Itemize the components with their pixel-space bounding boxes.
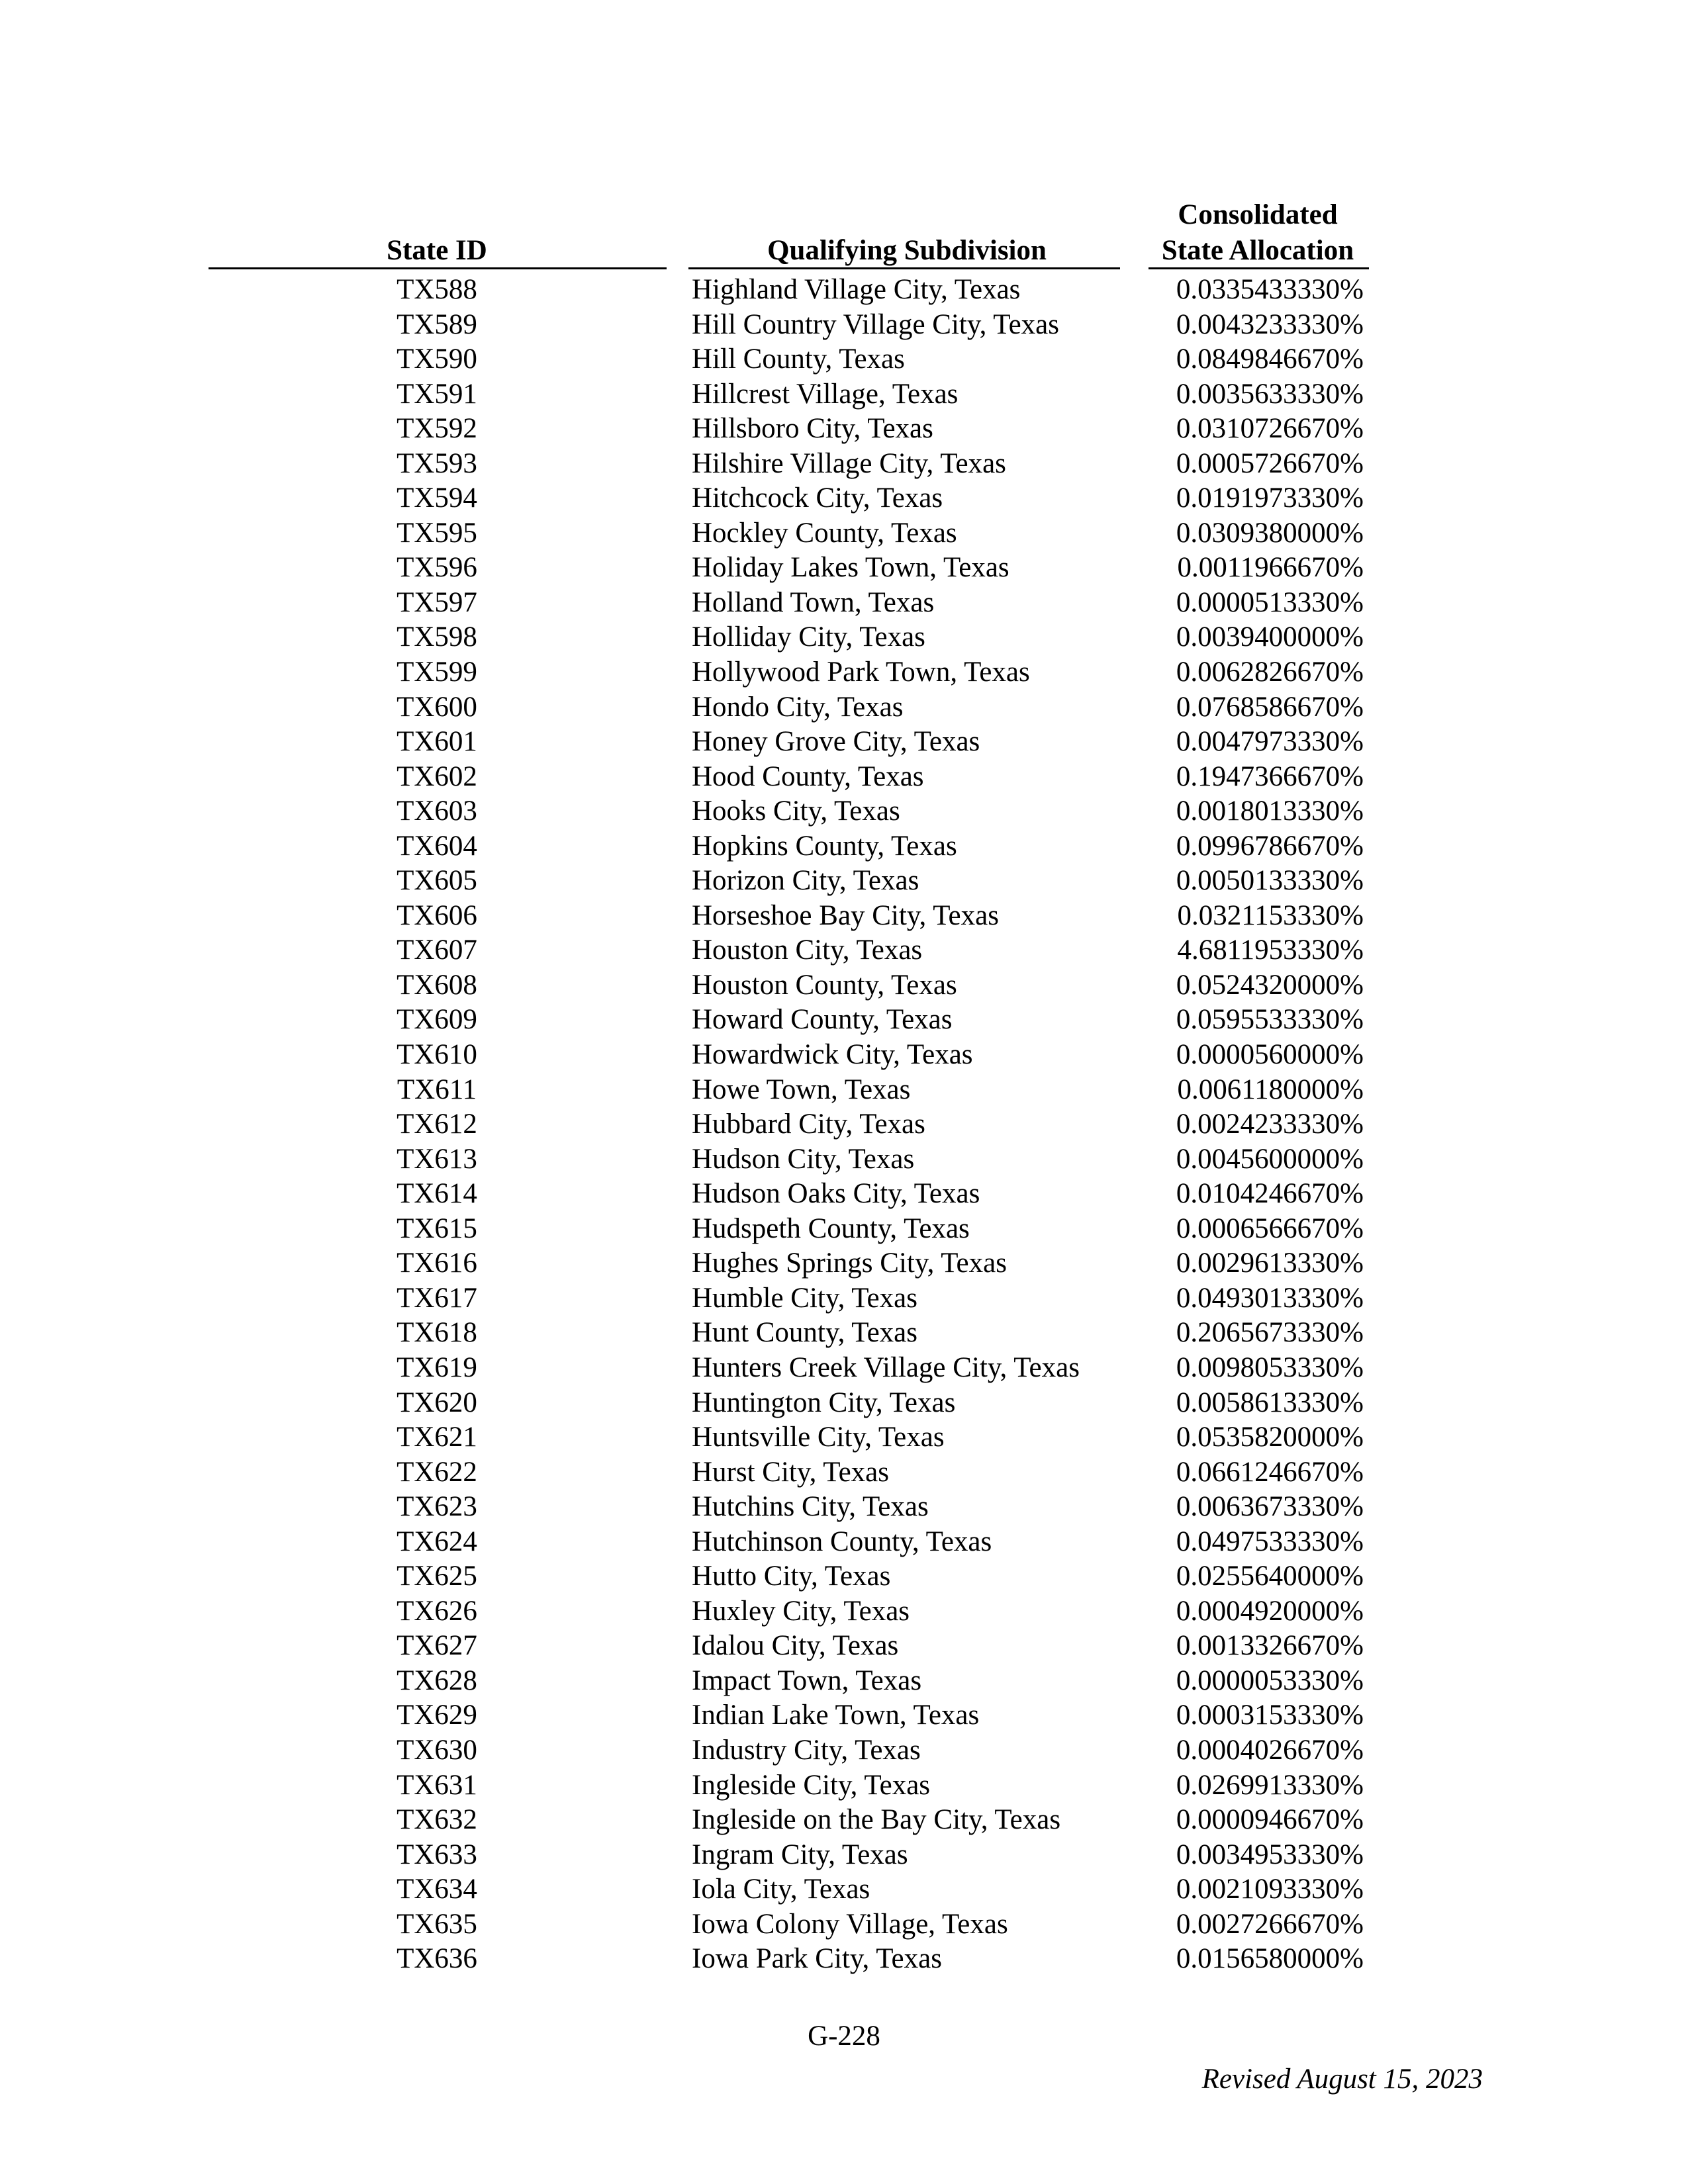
table-row <box>0 586 1688 621</box>
state-id-cell: TX608 <box>397 969 477 1001</box>
allocation-cell: 0.0043233330% <box>1176 308 1364 340</box>
allocation-header-line1: Consolidated <box>1178 199 1338 230</box>
state-id-cell: TX617 <box>397 1282 477 1314</box>
subdivision-cell: Hooks City, Texas <box>692 796 900 827</box>
table-row <box>0 1281 1688 1316</box>
subdivision-cell: Hillsboro City, Texas <box>692 413 933 445</box>
state-id-cell: TX624 <box>397 1525 477 1557</box>
allocation-cell: 4.6811953330% <box>1177 934 1364 966</box>
subdivision-cell: Holliday City, Texas <box>692 621 925 653</box>
subdivision-cell: Hurst City, Texas <box>692 1456 889 1488</box>
table-row <box>0 481 1688 516</box>
subdivision-cell: Ingram City, Texas <box>692 1839 908 1870</box>
table-row <box>0 1733 1688 1768</box>
state-id-cell: TX615 <box>397 1212 477 1244</box>
allocation-cell: 0.0849846670% <box>1176 343 1364 375</box>
table-row <box>0 1073 1688 1108</box>
table-row <box>0 1525 1688 1560</box>
allocation-cell: 0.0335433330% <box>1176 274 1364 305</box>
allocation-cell: 0.0191973330% <box>1176 482 1364 514</box>
allocation-cell: 0.0027266670% <box>1176 1908 1364 1940</box>
state-id-cell: TX613 <box>397 1143 477 1175</box>
state-id-cell: TX594 <box>397 482 477 514</box>
allocation-table-body <box>0 273 1688 1977</box>
state-id-cell: TX600 <box>397 691 477 723</box>
allocation-cell: 0.0003153330% <box>1176 1700 1364 1731</box>
table-row <box>0 1212 1688 1247</box>
table-row <box>0 864 1688 899</box>
subdivision-cell: Humble City, Texas <box>692 1282 917 1314</box>
subdivision-cell: Hill County, Texas <box>692 343 905 375</box>
allocation-cell: 0.0021093330% <box>1176 1874 1364 1905</box>
allocation-cell: 0.0255640000% <box>1176 1561 1364 1592</box>
table-row <box>0 1003 1688 1038</box>
state-id-cell: TX618 <box>397 1317 477 1349</box>
state-id-cell: TX606 <box>397 899 477 931</box>
allocation-cell: 0.0000560000% <box>1176 1039 1364 1071</box>
subdivision-cell: Indian Lake Town, Texas <box>692 1700 980 1731</box>
table-row <box>0 899 1688 934</box>
table-row <box>0 829 1688 864</box>
state-id-cell: TX621 <box>397 1422 477 1453</box>
state-id-cell: TX604 <box>397 830 477 862</box>
state-id-cell: TX609 <box>397 1004 477 1036</box>
state-id-cell: TX588 <box>397 274 477 305</box>
subdivision-cell: Hondo City, Texas <box>692 691 904 723</box>
allocation-cell: 0.0011966670% <box>1177 552 1364 584</box>
table-row <box>0 412 1688 447</box>
table-row <box>0 1907 1688 1942</box>
state-id-cell: TX627 <box>397 1630 477 1662</box>
subdivision-cell: Iowa Colony Village, Texas <box>692 1908 1008 1940</box>
subdivision-cell: Huntington City, Texas <box>692 1387 956 1418</box>
subdivision-cell: Hutchins City, Texas <box>692 1491 929 1523</box>
state-id-cell: TX610 <box>397 1039 477 1071</box>
allocation-cell: 0.0029613330% <box>1176 1248 1364 1279</box>
subdivision-cell: Idalou City, Texas <box>692 1630 899 1662</box>
table-row <box>0 1490 1688 1525</box>
state-id-cell: TX590 <box>397 343 477 375</box>
subdivision-cell: Hitchcock City, Texas <box>692 482 943 514</box>
allocation-cell: 0.0524320000% <box>1176 969 1364 1001</box>
allocation-cell: 0.0050133330% <box>1176 865 1364 897</box>
subdivision-cell: Highland Village City, Texas <box>692 274 1021 305</box>
allocation-cell: 0.0004920000% <box>1176 1595 1364 1627</box>
subdivision-cell: Holland Town, Texas <box>692 586 935 618</box>
subdivision-cell: Hudspeth County, Texas <box>692 1212 970 1244</box>
table-row <box>0 1420 1688 1455</box>
subdivision-cell: Hunt County, Texas <box>692 1317 917 1349</box>
table-row <box>0 377 1688 412</box>
subdivision-cell: Ingleside on the Bay City, Texas <box>692 1804 1061 1836</box>
table-row <box>0 1768 1688 1803</box>
state-id-cell: TX628 <box>397 1664 477 1696</box>
table-row <box>0 1386 1688 1421</box>
table-row <box>0 1664 1688 1699</box>
allocation-cell: 0.0661246670% <box>1176 1456 1364 1488</box>
state-id-cell: TX633 <box>397 1839 477 1870</box>
allocation-cell: 0.0061180000% <box>1177 1073 1364 1105</box>
state-id-cell: TX592 <box>397 413 477 445</box>
allocation-cell: 0.0045600000% <box>1176 1143 1364 1175</box>
allocation-cell: 0.0000513330% <box>1176 586 1364 618</box>
table-row <box>0 516 1688 551</box>
allocation-cell: 0.0309380000% <box>1176 517 1364 549</box>
revision-date: Revised August 15, 2023 <box>1201 2064 1483 2095</box>
allocation-cell: 0.0034953330% <box>1176 1839 1364 1870</box>
allocation-cell: 0.0497533330% <box>1176 1525 1364 1557</box>
state-id-cell: TX636 <box>397 1943 477 1975</box>
subdivision-cell: Hutto City, Texas <box>692 1561 891 1592</box>
allocation-cell: 0.0595533330% <box>1176 1004 1364 1036</box>
allocation-cell: 0.1947366670% <box>1176 760 1364 792</box>
subdivision-cell: Hudson City, Texas <box>692 1143 915 1175</box>
allocation-cell: 0.0000946670% <box>1176 1804 1364 1836</box>
subdivision-cell: Hudson Oaks City, Texas <box>692 1178 980 1210</box>
state-id-cell: TX602 <box>397 760 477 792</box>
table-row <box>0 1316 1688 1351</box>
allocation-cell: 0.0035633330% <box>1176 378 1364 410</box>
state-id-cell: TX619 <box>397 1351 477 1383</box>
table-row <box>0 933 1688 968</box>
state-id-cell: TX623 <box>397 1491 477 1523</box>
state-id-cell: TX620 <box>397 1387 477 1418</box>
subdivision-cell: Howe Town, Texas <box>692 1073 911 1105</box>
subdivision-cell: Hunters Creek Village City, Texas <box>692 1351 1080 1383</box>
subdivision-cell: Hill Country Village City, Texas <box>692 308 1059 340</box>
table-row <box>0 273 1688 308</box>
table-row <box>0 1177 1688 1212</box>
allocation-cell: 0.0006566670% <box>1176 1212 1364 1244</box>
state-id-cell: TX601 <box>397 726 477 758</box>
table-row <box>0 447 1688 482</box>
table-row <box>0 551 1688 586</box>
table-row <box>0 1872 1688 1907</box>
state-id-header-rule <box>209 267 667 269</box>
state-id-header: State ID <box>387 235 487 266</box>
qualifying-subdivision-header: Qualifying Subdivision <box>767 235 1047 266</box>
state-id-cell: TX614 <box>397 1178 477 1210</box>
state-id-cell: TX616 <box>397 1248 477 1279</box>
table-row <box>0 1246 1688 1281</box>
allocation-cell: 0.0047973330% <box>1176 726 1364 758</box>
allocation-cell: 0.0005726670% <box>1176 447 1364 479</box>
table-row <box>0 1038 1688 1073</box>
state-id-cell: TX632 <box>397 1804 477 1836</box>
state-id-cell: TX589 <box>397 308 477 340</box>
allocation-cell: 0.0156580000% <box>1176 1943 1364 1975</box>
subdivision-cell: Industry City, Texas <box>692 1734 921 1766</box>
subdivision-cell: Houston City, Texas <box>692 934 923 966</box>
subdivision-cell: Huxley City, Texas <box>692 1595 910 1627</box>
allocation-cell: 0.0535820000% <box>1176 1422 1364 1453</box>
allocation-cell: 0.0018013330% <box>1176 796 1364 827</box>
table-row <box>0 342 1688 377</box>
table-row <box>0 308 1688 343</box>
state-id-cell: TX634 <box>397 1874 477 1905</box>
state-id-cell: TX629 <box>397 1700 477 1731</box>
allocation-cell: 0.0058613330% <box>1176 1387 1364 1418</box>
state-id-cell: TX630 <box>397 1734 477 1766</box>
allocation-cell: 0.0996786670% <box>1176 830 1364 862</box>
table-row <box>0 1629 1688 1664</box>
subdivision-cell: Hollywood Park Town, Texas <box>692 657 1030 688</box>
allocation-header-line2: State Allocation <box>1161 235 1354 266</box>
allocation-cell: 0.0768586670% <box>1176 691 1364 723</box>
allocation-cell: 0.0024233330% <box>1176 1109 1364 1140</box>
page-number: G-228 <box>808 2021 880 2052</box>
subdivision-cell: Iowa Park City, Texas <box>692 1943 942 1975</box>
table-row <box>0 1455 1688 1490</box>
subdivision-cell: Hillcrest Village, Texas <box>692 378 959 410</box>
allocation-cell: 0.2065673330% <box>1176 1317 1364 1349</box>
table-row <box>0 725 1688 760</box>
table-row <box>0 655 1688 690</box>
table-row <box>0 760 1688 795</box>
allocation-cell: 0.0062826670% <box>1176 657 1364 688</box>
table-row <box>0 1803 1688 1838</box>
subdivision-cell: Hilshire Village City, Texas <box>692 447 1006 479</box>
allocation-header <box>1145 197 1370 269</box>
subdivision-cell: Howardwick City, Texas <box>692 1039 973 1071</box>
table-row <box>0 1559 1688 1594</box>
state-id-cell: TX599 <box>397 657 477 688</box>
subdivision-cell: Hopkins County, Texas <box>692 830 957 862</box>
table-row <box>0 1594 1688 1629</box>
subdivision-cell: Hutchinson County, Texas <box>692 1525 992 1557</box>
table-row <box>0 1142 1688 1177</box>
state-id-cell: TX607 <box>397 934 477 966</box>
allocation-cell: 0.0321153330% <box>1177 899 1364 931</box>
state-id-cell: TX597 <box>397 586 477 618</box>
table-row <box>0 794 1688 829</box>
subdivision-cell: Howard County, Texas <box>692 1004 953 1036</box>
subdivision-cell: Holiday Lakes Town, Texas <box>692 552 1009 584</box>
state-id-cell: TX591 <box>397 378 477 410</box>
subdivision-cell: Horizon City, Texas <box>692 865 919 897</box>
subdivision-cell: Houston County, Texas <box>692 969 957 1001</box>
subdivision-cell: Ingleside City, Texas <box>692 1769 931 1801</box>
table-row <box>0 968 1688 1003</box>
state-id-cell: TX593 <box>397 447 477 479</box>
state-id-cell: TX625 <box>397 1561 477 1592</box>
table-row <box>0 1107 1688 1142</box>
subdivision-cell: Hockley County, Texas <box>692 517 957 549</box>
allocation-cell: 0.0269913330% <box>1176 1769 1364 1801</box>
subdivision-cell: Hubbard City, Texas <box>692 1109 925 1140</box>
subdivision-cell: Huntsville City, Texas <box>692 1422 945 1453</box>
state-id-cell: TX598 <box>397 621 477 653</box>
subdivision-cell: Iola City, Texas <box>692 1874 870 1905</box>
allocation-cell: 0.0013326670% <box>1176 1630 1364 1662</box>
subdivision-cell: Honey Grove City, Texas <box>692 726 980 758</box>
subdivision-header-rule <box>688 267 1120 269</box>
state-id-cell: TX635 <box>397 1908 477 1940</box>
allocation-cell: 0.0104246670% <box>1176 1178 1364 1210</box>
subdivision-cell: Impact Town, Texas <box>692 1664 922 1696</box>
subdivision-cell: Hughes Springs City, Texas <box>692 1248 1007 1279</box>
state-id-cell: TX603 <box>397 796 477 827</box>
state-id-cell: TX626 <box>397 1595 477 1627</box>
table-row <box>0 1351 1688 1386</box>
subdivision-cell: Hood County, Texas <box>692 760 924 792</box>
table-row <box>0 1942 1688 1977</box>
allocation-cell: 0.0063673330% <box>1176 1491 1364 1523</box>
state-id-cell: TX612 <box>397 1109 477 1140</box>
allocation-cell: 0.0004026670% <box>1176 1734 1364 1766</box>
state-id-cell: TX631 <box>397 1769 477 1801</box>
allocation-cell: 0.0039400000% <box>1176 621 1364 653</box>
allocation-cell: 0.0310726670% <box>1176 413 1364 445</box>
allocation-header-rule <box>1149 267 1369 269</box>
state-id-cell: TX611 <box>397 1073 477 1105</box>
table-row <box>0 1698 1688 1733</box>
state-id-cell: TX596 <box>397 552 477 584</box>
state-id-cell: TX605 <box>397 865 477 897</box>
table-row <box>0 620 1688 655</box>
allocation-cell: 0.0000053330% <box>1176 1664 1364 1696</box>
state-id-cell: TX595 <box>397 517 477 549</box>
allocation-cell: 0.0493013330% <box>1176 1282 1364 1314</box>
table-row <box>0 690 1688 725</box>
state-id-cell: TX622 <box>397 1456 477 1488</box>
table-row <box>0 1838 1688 1873</box>
subdivision-cell: Horseshoe Bay City, Texas <box>692 899 999 931</box>
allocation-cell: 0.0098053330% <box>1176 1351 1364 1383</box>
